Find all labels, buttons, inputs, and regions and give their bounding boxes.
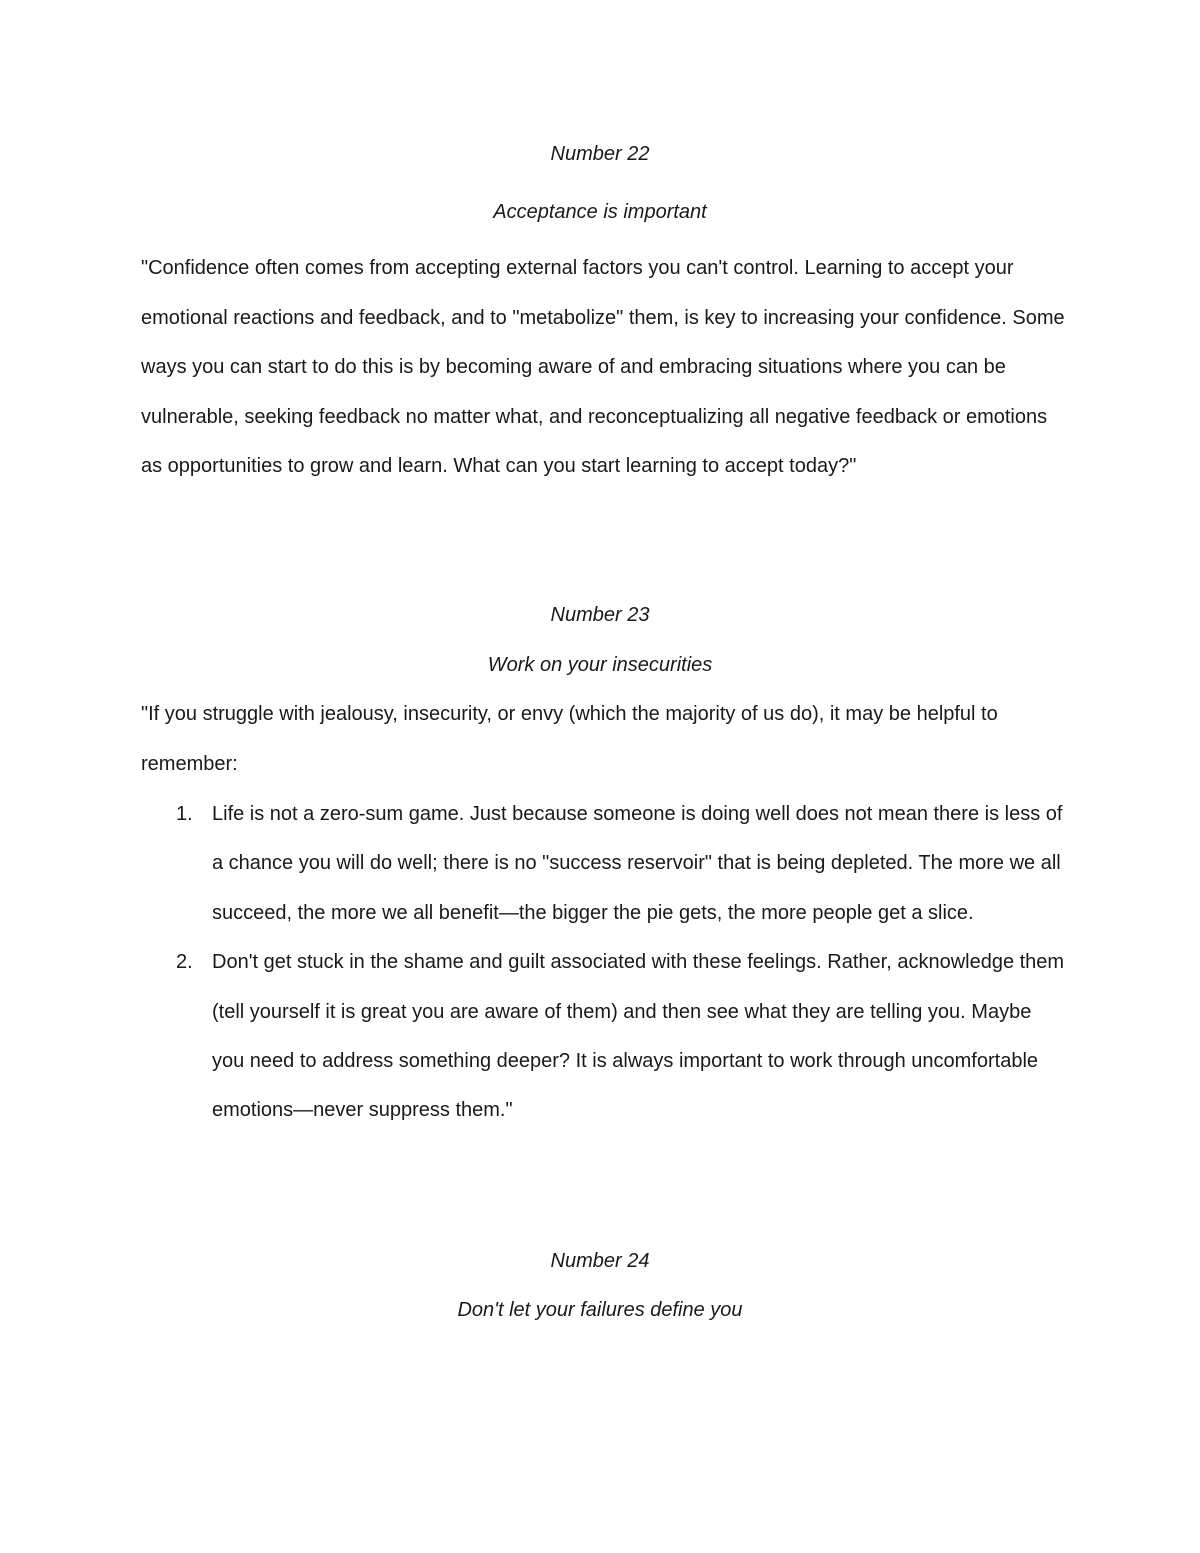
list-item-text: Don't get stuck in the shame and guilt associated with these feelings. Rather, acknowledge them (tell yourself it is great you are aware of them) and then see what they are telling you. Maybe you need to address something deeper? It is always important to work through uncomfortable emotions—never suppress them." (212, 951, 1065, 1122)
section-23-paragraph: "If you struggle with jealousy, insecurity, or envy (which the majority of us do), it may be helpful to remember: (141, 703, 998, 775)
section-number-24: Number 24 (550, 1250, 650, 1272)
section-number-22: Number 22 (550, 143, 650, 165)
section-title-acceptance: Acceptance is important (493, 201, 707, 223)
list-item-text: Life is not a zero-sum game. Just because someone is doing well does not mean there is less of a chance you will do well; there is no "success reservoir" that is being depleted. The more we all succeed, the more we all benefit—the bigger the pie gets, the more people get a slice. (212, 803, 1063, 924)
section-title-insecurities: Work on your insecurities (487, 654, 713, 676)
section-23-list (141, 790, 1066, 1136)
list-marker: 2. (176, 951, 193, 974)
section-title-failures: Don't let your failures define you (457, 1299, 743, 1321)
list-marker: 1. (176, 803, 193, 825)
list-item (141, 790, 1066, 938)
section-22-paragraph: "Confidence often comes from accepting external factors you can't control. Learning to accept your emotional reactions and feedback, and to "metabolize" them, is key to increasing your confidence. Some ways you can start to do this is by becoming aware of and embracing situations where you can be vulnerable, seeking feedback no matter what, and reconceptualizing all negative feedback or emotions as opportunities to grow and learn. What can you start learning to accept today?" (141, 257, 1065, 478)
section-number-23: Number 23 (550, 604, 650, 626)
list-item (141, 938, 1066, 1136)
